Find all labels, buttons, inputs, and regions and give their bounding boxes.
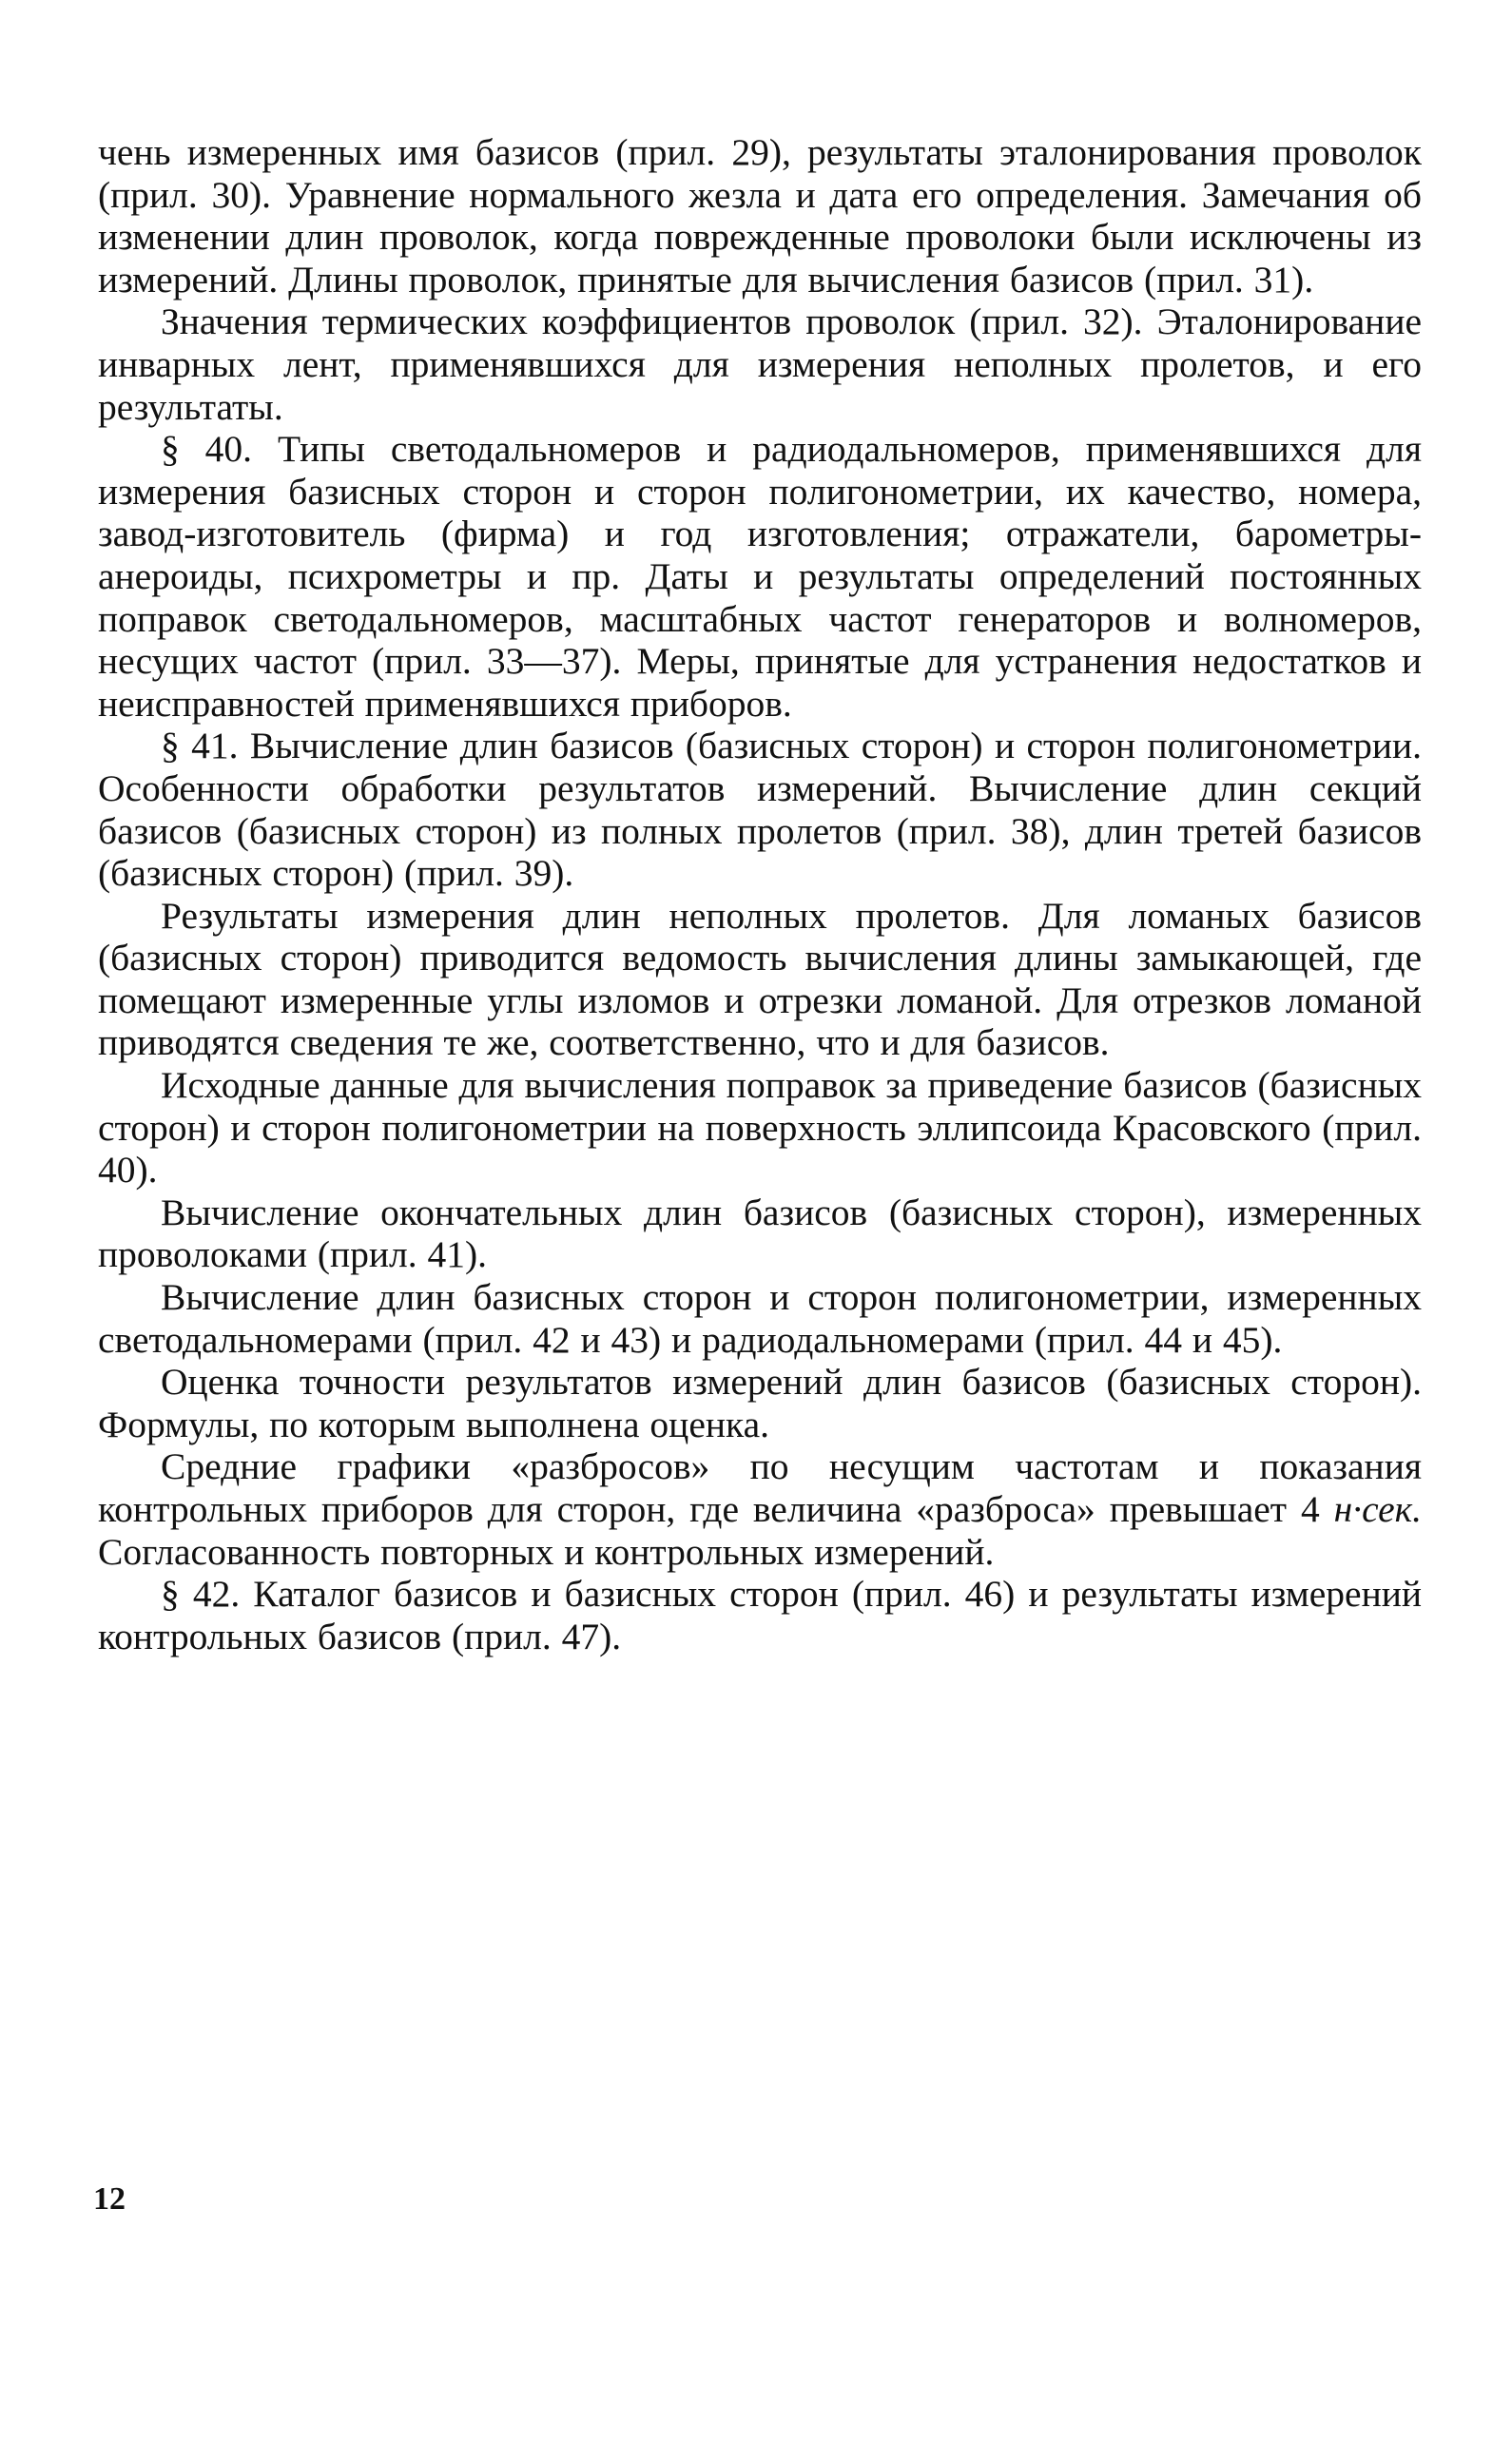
paragraph-4-section-41: § 41. Вычисление длин базисов (базисных сторон) и сторон полигонометрии. Особенности обработки результатов измерений. Вычисление длин секций базисов (базисных сторон) из полных пролетов (прил. 38), длин третей базисов (базисных сторон) (прил. 39). — [98, 725, 1422, 895]
paragraph-11-section-42: § 42. Каталог базисов и базисных сторон (прил. 46) и результаты измерений контрольных базисов (прил. 47). — [98, 1573, 1422, 1657]
paragraph-7: Вычисление окончательных длин базисов (базисных сторон), измеренных проволоками (прил. 41). — [98, 1191, 1422, 1276]
paragraph-1: чень измеренных имя базисов (прил. 29), результаты эталонирования проволок (прил. 30). Уравнение нормального жезла и дата его определения. Замечания об изменении длин проволок, когда поврежденные проволоки были исключены из измерений. Длины проволок, принятые для вычисления базисов (прил. 31). — [98, 131, 1422, 300]
page-body — [98, 131, 1422, 1657]
page-number: 12 — [93, 2181, 126, 2217]
paragraph-10-text-after: Согласованность повторных и контрольных измерений. — [98, 1530, 995, 1573]
paragraph-8: Вычисление длин базисных сторон и сторон полигонометрии, измеренных светодальномерами (прил. 42 и 43) и радиодальномерами (прил. 44 и 45). — [98, 1276, 1422, 1361]
paragraph-10-unit: н·сек. — [1333, 1488, 1423, 1530]
paragraph-10 — [98, 1445, 1422, 1573]
paragraph-6: Исходные данные для вычисления поправок за приведение базисов (базисных сторон) и сторон полигонометрии на поверхность эллипсоида Красовского (прил. 40). — [98, 1064, 1422, 1192]
paragraph-5: Результаты измерения длин неполных пролетов. Для ломаных базисов (базисных сторон) приводится ведомость вычисления длины замыкающей, где помещают измеренные углы изломов и отрезки ломаной. Для отрезков ломаной приводятся сведения те же, соответственно, что и для базисов. — [98, 894, 1422, 1064]
paragraph-9: Оценка точности результатов измерений длин базисов (базисных сторон). Формулы, по которым выполнена оценка. — [98, 1361, 1422, 1445]
paragraph-3-section-40: § 40. Типы светодальномеров и радиодальномеров, применявшихся для измерения базисных сторон и сторон полигонометрии, их качество, номера, завод-изготовитель (фирма) и год изготовления; отражатели, барометры-анероиды, психрометры и пр. Даты и результаты определений постоянных поправок светодальномеров, масштабных частот генераторов и волномеров, несущих частот (прил. 33—37). Меры, принятые для устранения недостатков и неисправностей применявшихся приборов. — [98, 428, 1422, 725]
paragraph-2: Значения термических коэффициентов проволок (прил. 32). Эталонирование инварных лент, применявшихся для измерения неполных пролетов, и его результаты. — [98, 300, 1422, 428]
paragraph-10-text-before: Средние графики «разбросов» по несущим частотам и показания контрольных приборов для сторон, где величина «разброса» превышает 4 — [98, 1445, 1422, 1530]
